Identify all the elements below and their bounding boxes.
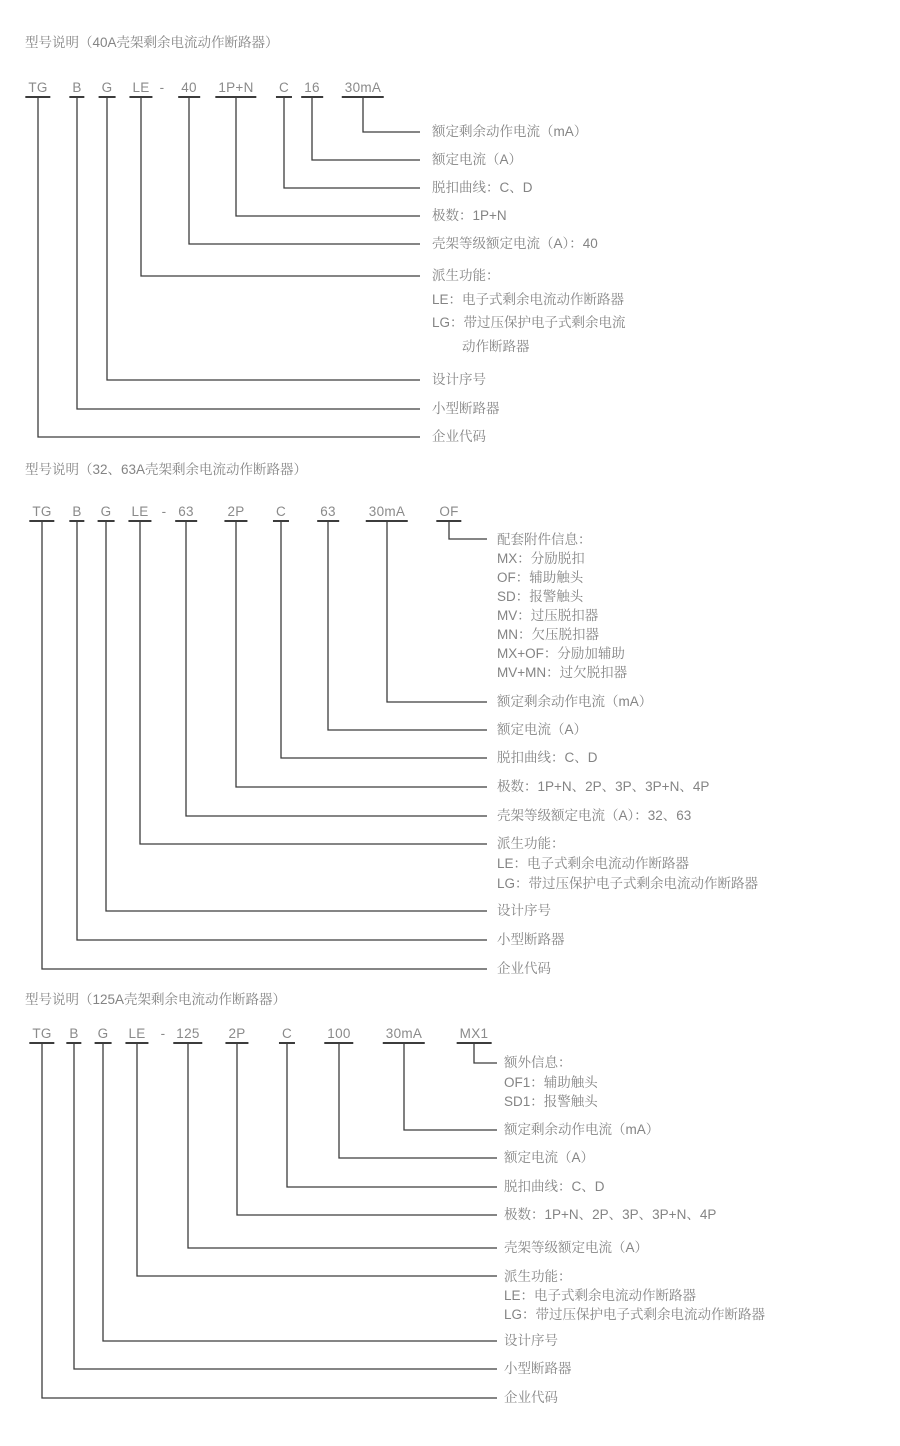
label-125 bbox=[504, 1239, 648, 1257]
code-segment-63: 63 bbox=[175, 504, 197, 522]
code-segment-g: G bbox=[95, 1026, 112, 1044]
label-line: LE：电子式剩余电流动作断路器 bbox=[504, 1287, 697, 1303]
label-line: 额定剩余动作电流（mA） bbox=[497, 694, 653, 709]
label-63 bbox=[497, 721, 587, 739]
label-line: OF：辅助触头 bbox=[497, 569, 584, 585]
label-30ma bbox=[432, 123, 587, 141]
label-c bbox=[497, 749, 598, 767]
code-segment-16: 16 bbox=[301, 80, 323, 98]
label-line: MX：分励脱扣 bbox=[497, 550, 585, 566]
code-segment-c: C bbox=[273, 504, 289, 522]
label-line: MV：过压脱扣器 bbox=[497, 607, 599, 623]
label-40 bbox=[432, 235, 598, 253]
code-segment-30ma: 30mA bbox=[383, 1026, 425, 1044]
label-line: 设计序号 bbox=[504, 1333, 558, 1348]
code-segment-63: 63 bbox=[317, 504, 339, 522]
label-g bbox=[497, 902, 551, 920]
label-line: MX+OF：分励加辅助 bbox=[497, 645, 625, 661]
label-le bbox=[432, 264, 626, 358]
label-line: 额定电流（A） bbox=[497, 722, 588, 737]
label-line: LG：带过压保护电子式剩余电流动作断路器 bbox=[497, 876, 759, 891]
label-line: 企业代码 bbox=[432, 429, 486, 444]
label-line: LG：带过压保护电子式剩余电流动作断路器 bbox=[504, 1306, 766, 1322]
label-le bbox=[504, 1267, 765, 1324]
label-line: 额定剩余动作电流（mA） bbox=[504, 1122, 660, 1137]
label-g bbox=[504, 1332, 558, 1350]
label-line: 小型断路器 bbox=[432, 401, 500, 416]
label-line: LE：电子式剩余电流动作断路器 bbox=[497, 856, 690, 871]
label-line: 额外信息： bbox=[504, 1055, 572, 1071]
label-tg bbox=[504, 1389, 558, 1407]
code-segment-30ma: 30mA bbox=[366, 504, 408, 522]
label-b bbox=[497, 931, 565, 949]
label-tg bbox=[432, 428, 486, 446]
label-2p bbox=[497, 778, 709, 796]
label-line: 小型断路器 bbox=[497, 932, 565, 947]
label-line: 动作断路器 bbox=[462, 338, 530, 354]
label-line: LE：电子式剩余电流动作断路器 bbox=[432, 291, 625, 307]
section-title: 型号说明（125A壳架剩余电流动作断路器） bbox=[25, 992, 287, 1007]
code-separator: - bbox=[161, 504, 167, 519]
code-segment-1pn: 1P+N bbox=[215, 80, 256, 98]
label-line: 设计序号 bbox=[432, 372, 486, 387]
label-mx1 bbox=[504, 1053, 598, 1112]
label-tg bbox=[497, 960, 551, 978]
label-b bbox=[432, 400, 500, 418]
label-line: SD：报警触头 bbox=[497, 588, 584, 604]
code-segment-tg: TG bbox=[29, 504, 54, 522]
code-segment-le: LE bbox=[128, 504, 151, 522]
label-line: 小型断路器 bbox=[504, 1361, 572, 1376]
label-line: 脱扣曲线：C、D bbox=[432, 180, 533, 195]
label-c bbox=[504, 1178, 605, 1196]
label-63 bbox=[497, 807, 691, 825]
label-line: 配套附件信息： bbox=[497, 531, 592, 547]
section-title: 型号说明（32、63A壳架剩余电流动作断路器） bbox=[25, 462, 308, 477]
code-segment-of: OF bbox=[436, 504, 461, 522]
code-segment-b: B bbox=[69, 80, 84, 98]
label-line: OF1：辅助触头 bbox=[504, 1074, 598, 1090]
code-segment-le: LE bbox=[125, 1026, 148, 1044]
label-line: 壳架等级额定电流（A）：40 bbox=[432, 236, 598, 251]
label-line: 企业代码 bbox=[504, 1390, 558, 1405]
label-line: 额定电流（A） bbox=[432, 152, 523, 167]
label-30ma bbox=[504, 1121, 659, 1139]
label-line: 额定剩余动作电流（mA） bbox=[432, 124, 588, 139]
label-1pn bbox=[432, 207, 507, 225]
label-line: MV+MN：过欠脱扣器 bbox=[497, 664, 628, 680]
label-b bbox=[504, 1360, 572, 1378]
label-line: 派生功能： bbox=[504, 1268, 572, 1284]
label-line: SD1：报警触头 bbox=[504, 1094, 598, 1110]
label-line: LG：带过压保护电子式剩余电流 bbox=[432, 315, 626, 331]
code-segment-125: 125 bbox=[173, 1026, 202, 1044]
label-100 bbox=[504, 1149, 594, 1167]
code-segment-b: B bbox=[69, 504, 84, 522]
label-line: 壳架等级额定电流（A） bbox=[504, 1240, 649, 1255]
label-le bbox=[497, 834, 758, 894]
label-g bbox=[432, 371, 486, 389]
label-line: MN：欠压脱扣器 bbox=[497, 626, 599, 642]
label-16 bbox=[432, 151, 522, 169]
label-line: 企业代码 bbox=[497, 961, 551, 976]
label-line: 壳架等级额定电流（A）：32、63 bbox=[497, 808, 692, 823]
label-line: 派生功能： bbox=[432, 268, 500, 284]
code-segment-le: LE bbox=[129, 80, 152, 98]
code-segment-2p: 2P bbox=[225, 1026, 248, 1044]
label-line: 极数：1P+N、2P、3P、3P+N、4P bbox=[504, 1207, 717, 1222]
code-segment-tg: TG bbox=[25, 80, 50, 98]
label-line: 脱扣曲线：C、D bbox=[497, 750, 598, 765]
code-separator: - bbox=[159, 80, 165, 95]
code-segment-c: C bbox=[276, 80, 292, 98]
label-line: 脱扣曲线：C、D bbox=[504, 1179, 605, 1194]
label-of bbox=[497, 530, 627, 682]
code-segment-40: 40 bbox=[178, 80, 200, 98]
label-line: 设计序号 bbox=[497, 903, 551, 918]
label-30ma bbox=[497, 693, 652, 711]
label-line: 极数：1P+N、2P、3P、3P+N、4P bbox=[497, 779, 710, 794]
code-segment-g: G bbox=[98, 504, 115, 522]
label-line: 极数：1P+N bbox=[432, 208, 507, 223]
code-segment-g: G bbox=[99, 80, 116, 98]
code-segment-c: C bbox=[279, 1026, 295, 1044]
label-c bbox=[432, 179, 533, 197]
code-segment-tg: TG bbox=[29, 1026, 54, 1044]
code-segment-2p: 2P bbox=[224, 504, 247, 522]
label-line: 派生功能： bbox=[497, 836, 565, 851]
label-line: 额定电流（A） bbox=[504, 1150, 595, 1165]
code-segment-mx1: MX1 bbox=[457, 1026, 492, 1044]
code-segment-100: 100 bbox=[324, 1026, 353, 1044]
label-2p bbox=[504, 1206, 716, 1224]
code-segment-30ma: 30mA bbox=[342, 80, 384, 98]
code-segment-b: B bbox=[66, 1026, 81, 1044]
section-title: 型号说明（40A壳架剩余电流动作断路器） bbox=[25, 35, 279, 50]
code-separator: - bbox=[160, 1026, 166, 1041]
